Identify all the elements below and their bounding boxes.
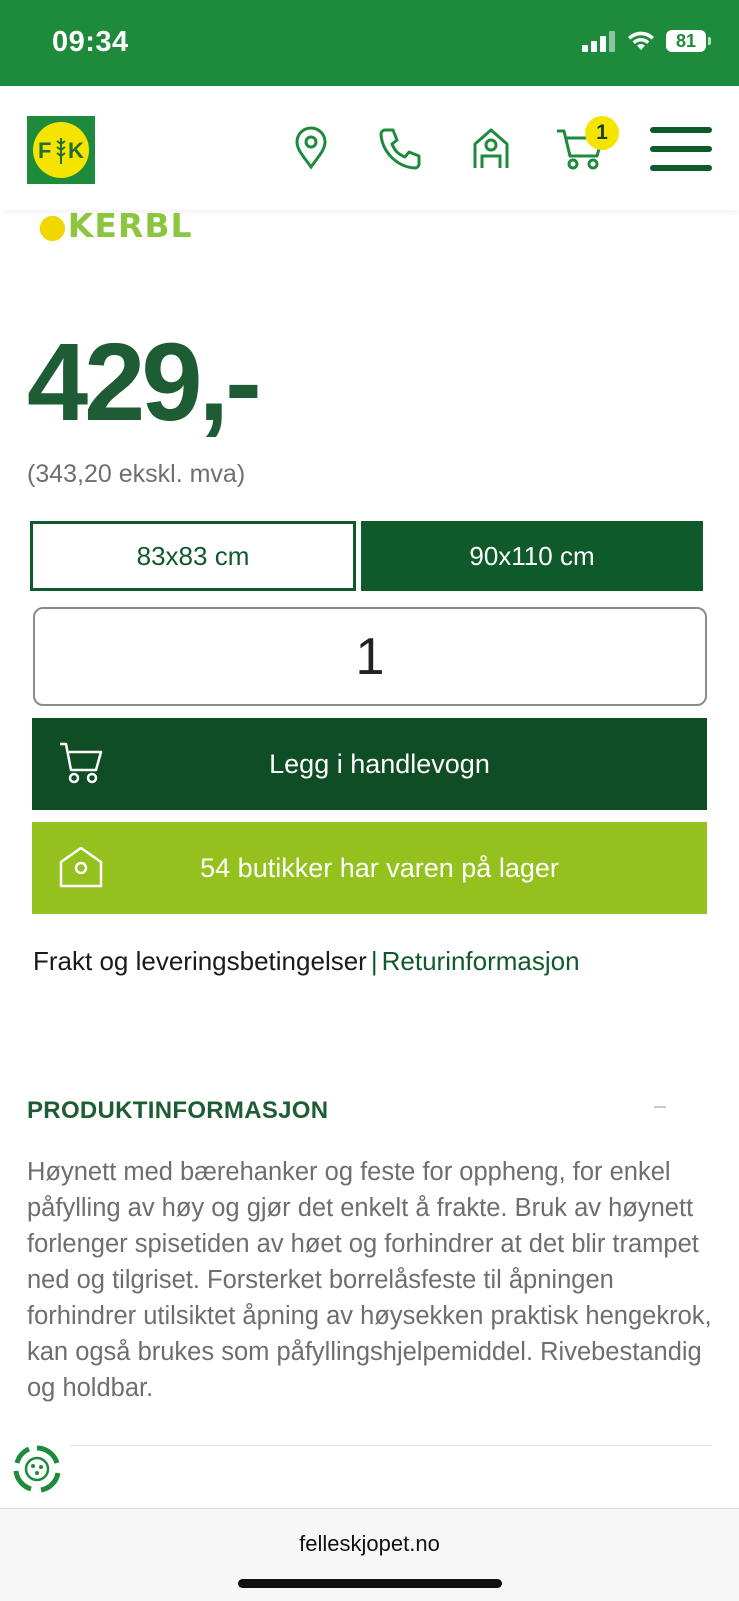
site-header	[0, 86, 739, 210]
status-time: 09:34	[52, 26, 129, 58]
shipping-return-links	[33, 946, 580, 977]
product-info-text: Høynett med bærehanker og feste for oppheng, for enkel påfylling av høy og gjør det enkelt å frakte. Bruk av høynett forlenger spisetiden av høet og forhindrer at det blir trampet ned og tilgriset. Forsterket borrelåsfeste til åpningen forhindrer utilsiktet åpning av høysekken praktisk hengekrok, kan også brukes som påfyllingshjelpemiddel. Rivebestandig og holdbar.	[27, 1158, 712, 1402]
svg-text:K: K	[68, 138, 84, 163]
size-option-90x110-selected[interactable]: 90x110 cm	[361, 521, 703, 591]
quantity-input[interactable]: 1	[33, 607, 707, 706]
add-to-cart-label: Legg i handlevogn	[269, 748, 490, 779]
wifi-icon	[626, 30, 656, 52]
collapse-minus-icon[interactable]	[654, 1106, 666, 1108]
brand-logo-mark: ●	[38, 206, 68, 245]
logo-circle	[33, 122, 89, 178]
price-excl-vat: (343,20 ekskl. mva)	[27, 460, 246, 488]
home-indicator[interactable]	[238, 1579, 502, 1588]
location-pin-icon[interactable]	[294, 126, 328, 170]
url-text[interactable]: felleskjopet.no	[299, 1531, 440, 1556]
battery-indicator	[666, 30, 711, 52]
logo-mark-icon	[36, 132, 86, 168]
return-info-link[interactable]: Returinformasjon	[381, 946, 580, 976]
stock-label: 54 butikker har varen på lager	[200, 852, 559, 883]
store-icon	[58, 844, 104, 890]
brand-name: KERBL	[67, 206, 193, 245]
link-separator: |	[370, 946, 378, 976]
add-to-cart-button[interactable]	[32, 718, 707, 810]
store-stock-button[interactable]	[32, 822, 707, 914]
section-divider	[70, 1445, 712, 1446]
product-info-heading[interactable]: PRODUKTINFORMASJON	[27, 1097, 329, 1124]
phone-icon[interactable]	[378, 126, 422, 170]
battery-level: 81	[666, 30, 706, 52]
size-option-83x83[interactable]: 83x83 cm	[30, 521, 356, 591]
status-bar	[0, 0, 739, 86]
store-icon[interactable]	[472, 126, 510, 170]
cellular-signal-icon	[582, 30, 616, 52]
cart-count-badge: 1	[585, 116, 619, 150]
shipping-terms-link[interactable]: Frakt og leveringsbetingelser	[33, 946, 367, 976]
product-price: 429,-	[27, 321, 258, 444]
cart-icon	[58, 740, 104, 786]
brand-logo	[38, 206, 193, 245]
felleskjopet-logo[interactable]	[27, 116, 95, 184]
svg-text:F: F	[38, 138, 52, 163]
status-icons	[582, 30, 711, 52]
recycle-icon[interactable]	[11, 1443, 63, 1495]
battery-tip	[708, 37, 711, 45]
hamburger-menu-icon[interactable]	[650, 127, 712, 171]
browser-address-bar	[0, 1508, 739, 1601]
